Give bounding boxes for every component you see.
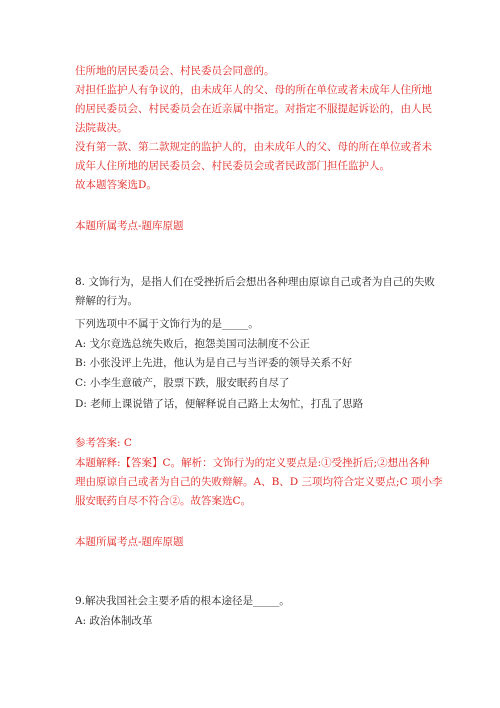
explanation-line: 住所地的居民委员会、村民委员会同意的。	[75, 65, 275, 77]
explanation-line: 理由原谅自己或者为自己的失败辩解。A、B、D 三项均符合定义要点;C 项小李	[75, 476, 443, 488]
question-stem: 辩解的行为。	[75, 295, 138, 307]
explanation-line: 法院裁决。	[75, 122, 128, 134]
reference-answer: 参考答案: C	[75, 437, 132, 449]
option-c: C: 小李生意破产，股票下跌，服安眠药自尽了	[75, 377, 290, 389]
explanation-line: 成年人住所地的居民委员会、村民委员会或者民政部门担任监护人。	[75, 160, 390, 172]
option-a: A: 政治体制改革	[75, 615, 153, 627]
question-prompt: 下列选项中不属于文饰行为的是_____。	[75, 318, 259, 330]
explanation-line: 故本题答案选D。	[75, 179, 157, 191]
explanation-line: 没有第一款、第二款规定的监护人的，由未成年人的父、母的所在单位或者未	[75, 141, 432, 153]
question-stem: 9.解决我国社会主要矛盾的根本途径是_____。	[75, 595, 290, 607]
option-d: D: 老师上课说错了话，便解释说自己路上太匆忙，打乱了思路	[75, 398, 364, 410]
question-stem: 8. 文饰行为，是指人们在受挫折后会想出各种理由原谅自己或者为自己的失败	[75, 276, 435, 288]
explanation-line: 的居民委员会、村民委员会在近亲属中指定。对指定不服提起诉讼的，由人民	[75, 103, 432, 115]
explanation-line: 本题解释:【答案】C。解析：文饰行为的定义要点是:①受挫折后;②想出各种	[75, 457, 430, 469]
explanation-line: 对担任监护人有争议的，由未成年人的父、母的所在单位或者未成年人住所地	[75, 84, 432, 96]
source-note: 本题所属考点-题库原题	[75, 220, 184, 232]
option-a: A: 戈尔竟选总统失败后，抱怨美国司法制度不公正	[75, 338, 310, 350]
option-b: B: 小张没评上先进，他认为是自己与当评委的领导关系不好	[75, 357, 353, 369]
explanation-line: 服安眠药自尽不符合②。故答案选C。	[75, 495, 252, 507]
source-note: 本题所属考点-题库原题	[75, 536, 184, 548]
